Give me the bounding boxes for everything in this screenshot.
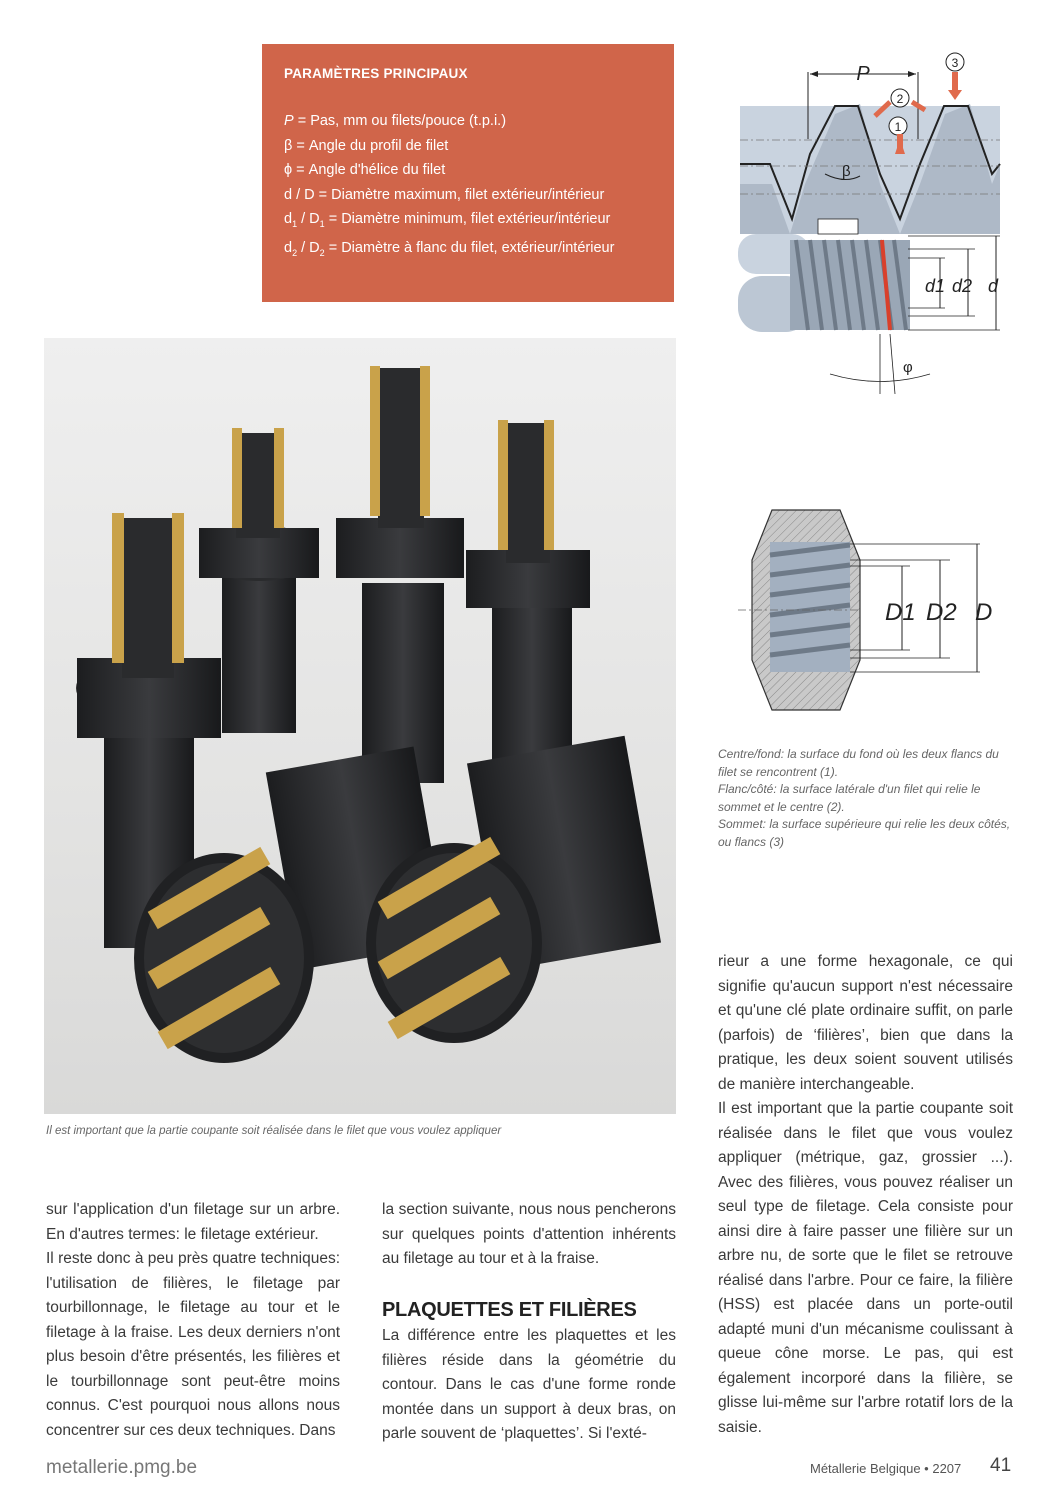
param-sym-flank: $d_2 / D_2$ [284, 240, 325, 259]
marker-1: 1 [894, 120, 902, 134]
paragraph: rieur a une forme hexagonale, ce qui signifie qu'aucun support n'est nécessaire et qu'une clé plate ordinaire suffit, on parle (parfois) de ‘filières’, bien que dans la pratique, les deux soient souvent utilisés de manière interchangeable. [718, 953, 1013, 1093]
param-sym-min: $d_1 / D_1$ [284, 211, 325, 229]
paragraph: Il est important que la partie coupante soit réalisée dans le filet que vous voulez appliquer (métrique, gaz, grossier ...). Avec des filières, vous pouvez réaliser un seul type de filetage. Cela consiste pour ainsi dire à faire passer une filière sur un arbre nu, de sorte que le filet se retrouve réalisé dans l'arbre. Pour ce faire, la filière (HSS) est placée dans un porte-outil adapté muni d'un mécanisme coulissant à queue cône morse. Le pas, qui est également incorporé dans la filière, se glisse lui-même sur l'arbre rotatif lors de la saisie. [718, 1100, 1013, 1436]
marker-2: 2 [896, 92, 904, 106]
D1-label: D1 [885, 599, 916, 626]
D2-label: D2 [926, 599, 957, 626]
paragraph: Il reste donc à peu près quatre techniques: l'utilisation de filières, le filetage par tourbillonnage, le filetage au tour et le filetage à la fraise. Les deux derniers n'ont plus besoin d'être présentés, les filières et le tourbillonnage sont peut-être moins connus. C'est pourquoi nous allons nous concentrer sur ces deux techniques. Dans [46, 1250, 340, 1439]
caption-line-flank: Flanc/côté: la surface latérale d'un filet qui relie le sommet et le centre (2). [718, 782, 981, 814]
thread-profile [740, 53, 1000, 234]
diagram-caption [718, 746, 1018, 851]
footer-issue: Métallerie Belgique • 2207 [810, 1461, 962, 1476]
param-line-profile-angle: β = Angle du profil de filet [284, 137, 449, 154]
param-line-min-diameter: $d_1 / D_1$ = Diamètre minimum, filet extérieur/intérieur [284, 211, 611, 229]
text-column-3 [718, 950, 1013, 1440]
D-label: D [975, 599, 993, 626]
page-number: 41 [990, 1455, 1012, 1476]
marker-3: 3 [951, 56, 959, 70]
d2-label: d2 [952, 276, 973, 296]
param-line-flank-diameter: $d_2 / D_2$ = Diamètre à flanc du filet, extérieur/intérieur [284, 240, 615, 259]
footer-website-link[interactable]: metallerie.pmg.be [46, 1457, 198, 1478]
photo-caption: Il est important que la partie coupante soit réalisée dans le filet que vous voulez appliquer [46, 1125, 502, 1137]
paragraph: la section suivante, nous nous pencherons sur quelques points d'attention inhérents au filetage au tour et à la fraise. [382, 1201, 676, 1267]
param-line-max-diameter: d / D = Diamètre maximum, filet extérieur/intérieur [284, 186, 605, 203]
d1-label: d1 [925, 276, 946, 296]
parameters-box [262, 44, 674, 302]
text-column-1 [46, 1198, 340, 1443]
external-thread-diagram [730, 44, 1030, 399]
paragraph: sur l'application d'un filetage sur un arbre. En d'autres termes: le filetage extérieur. [46, 1201, 340, 1243]
parameters-title: PARAMÈTRES PRINCIPAUX [284, 66, 468, 81]
d-label: d [988, 276, 999, 296]
internal-thread-diagram [730, 500, 1030, 720]
caption-line-crest: Sommet: la surface supérieure qui relie les deux côtés, ou flancs (3) [718, 817, 1011, 849]
param-line-helix-angle: ϕ = Angle d'hélice du filet [284, 162, 446, 178]
section-heading: PLAQUETTES ET FILIÈRES [382, 1298, 637, 1321]
phi-label: φ [903, 359, 913, 376]
beta-label: β [842, 163, 851, 180]
threaded-shaft [738, 219, 1000, 394]
tool-back-center [336, 366, 464, 783]
thread-milling-tools-photo [44, 338, 676, 1114]
pitch-label: P [856, 63, 870, 85]
text-column-2 [382, 1198, 676, 1447]
caption-line-root: Centre/fond: la surface du fond où les deux flancs du filet se rencontrent (1). [718, 747, 999, 779]
param-line-pitch: P = Pas, mm ou filets/pouce (t.p.i.) [284, 113, 507, 129]
paragraph: La différence entre les plaquettes et les filières réside dans la géométrie du contour. Dans le cas d'une forme ronde montée dans un support à deux bras, on parle souvent de ‘plaquettes’. Si l'exté- [382, 1327, 676, 1442]
